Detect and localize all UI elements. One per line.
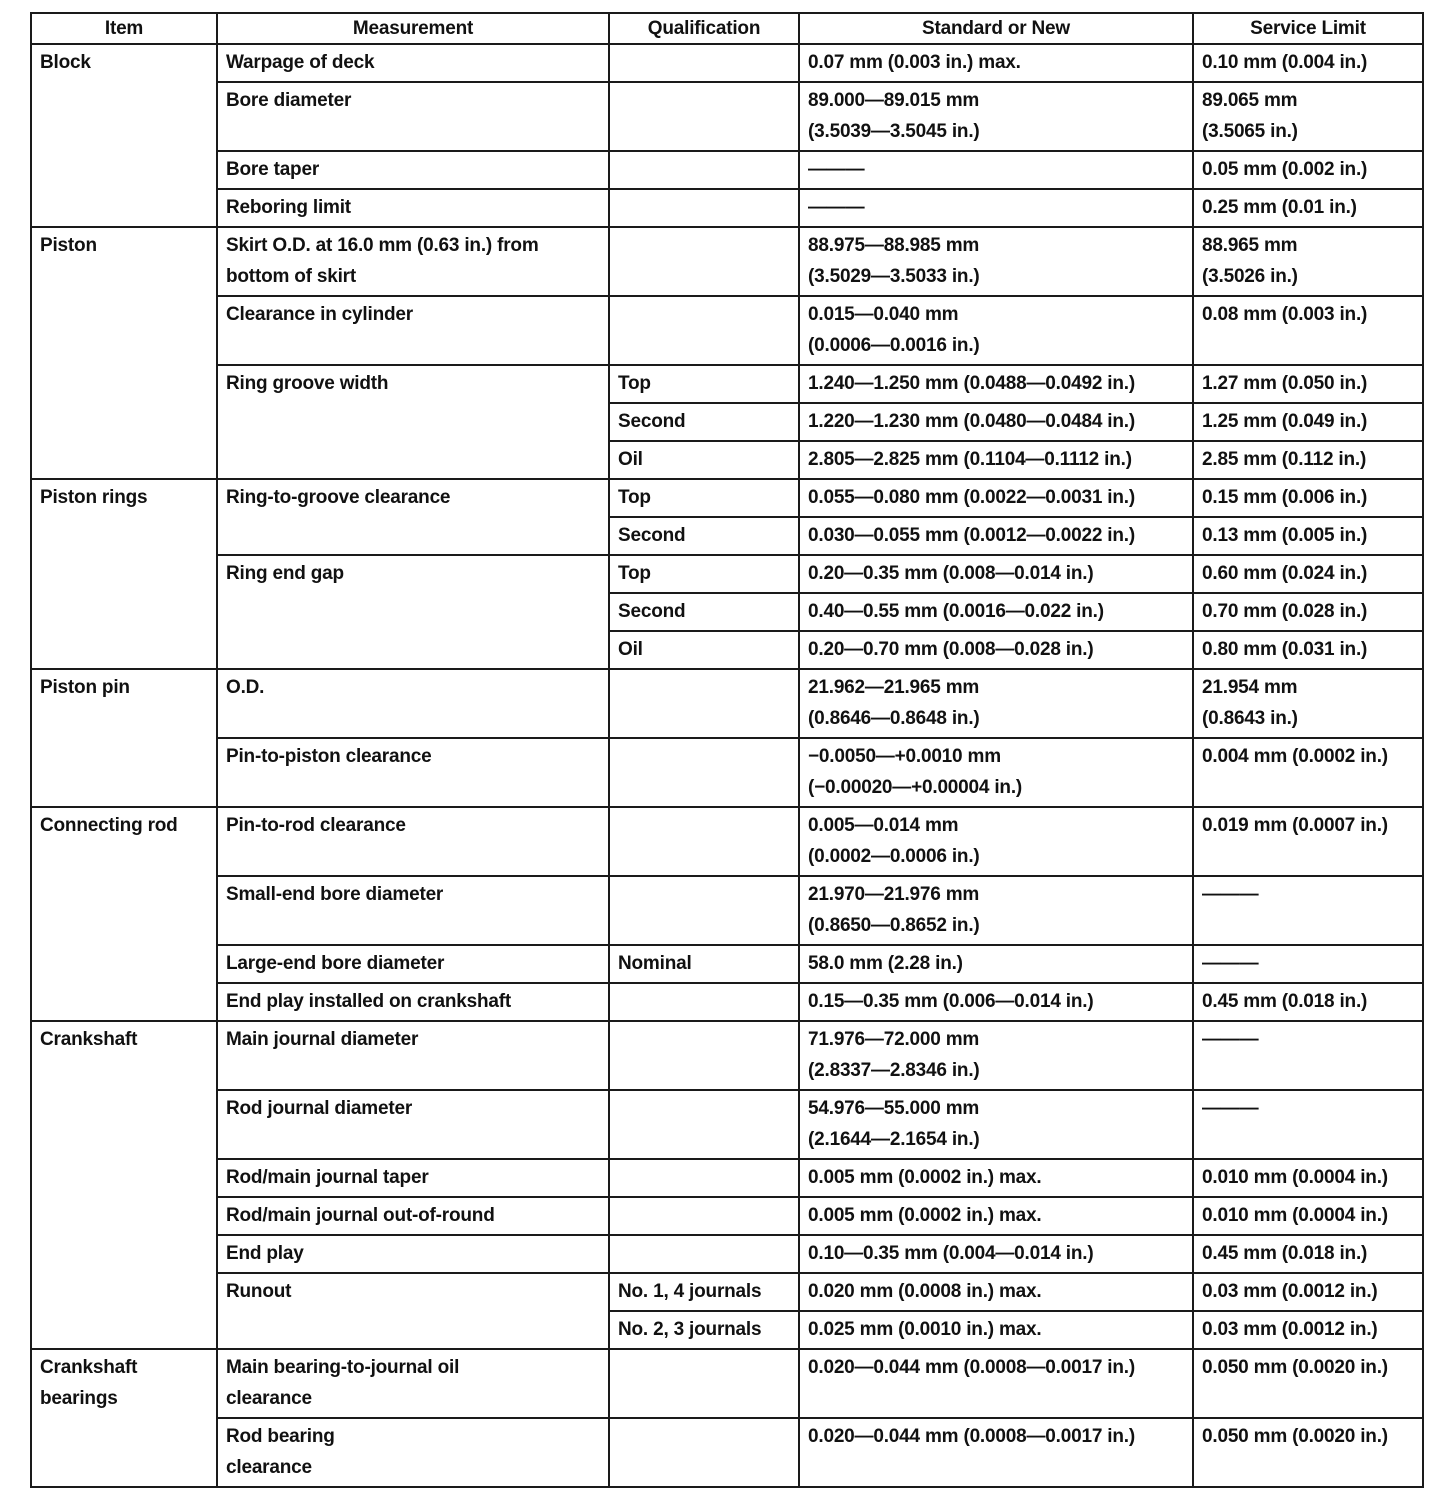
- measurement-text: clearance: [226, 1388, 312, 1409]
- qualification-cell: [609, 189, 799, 227]
- limit-cell: [1193, 669, 1423, 738]
- limit-cell: [1193, 1311, 1423, 1349]
- measurement-text: Ring end gap: [226, 563, 344, 584]
- qualification-cell: Second: [609, 593, 799, 631]
- table-row: [31, 189, 1423, 227]
- measurement-text: Small-end bore diameter: [226, 884, 444, 905]
- standard-text: 0.07 mm (0.003 in.) max.: [808, 52, 1021, 73]
- measurement-cell: [217, 1418, 609, 1487]
- measurement-cell: [217, 555, 609, 669]
- qualification-cell: [609, 807, 799, 876]
- standard-cell: [799, 227, 1193, 296]
- limit-cell: [1193, 1273, 1423, 1311]
- limit-cell: [1193, 1349, 1423, 1418]
- measurement-text: Ring-to-groove clearance: [226, 487, 451, 508]
- standard-text: 0.030—0.055 mm (0.0012—0.0022 in.): [808, 525, 1135, 546]
- limit-text: 0.45 mm (0.018 in.): [1202, 991, 1368, 1012]
- limit-text: 0.010 mm (0.0004 in.): [1202, 1205, 1388, 1226]
- qualification-cell: [609, 1090, 799, 1159]
- standard-text: 54.976—55.000 mm: [808, 1098, 980, 1119]
- measurement-cell: [217, 876, 609, 945]
- measurement-text: Rod/main journal out-of-round: [226, 1205, 495, 1226]
- limit-cell: [1193, 876, 1423, 945]
- table-row: [31, 1090, 1423, 1159]
- item-text: Crankshaft: [40, 1029, 138, 1050]
- limit-cell: [1193, 738, 1423, 807]
- qualification-cell: [609, 1197, 799, 1235]
- measurement-cell: [217, 1273, 609, 1349]
- qualification-cell: Oil: [609, 631, 799, 669]
- standard-cell: [799, 669, 1193, 738]
- standard-text: 0.10—0.35 mm (0.004—0.014 in.): [808, 1243, 1094, 1264]
- measurement-text: Reboring limit: [226, 197, 351, 218]
- table-row: [31, 227, 1423, 296]
- limit-cell: [1193, 807, 1423, 876]
- limit-dash: ———: [1202, 1029, 1259, 1050]
- standard-text: 0.020—0.044 mm (0.0008—0.0017 in.): [808, 1357, 1135, 1378]
- qualification-cell: [609, 1349, 799, 1418]
- standard-cell: [799, 517, 1193, 555]
- measurement-text: Main journal diameter: [226, 1029, 419, 1050]
- table-row: [31, 151, 1423, 189]
- table-row: [31, 669, 1423, 738]
- qualification-cell: Oil: [609, 441, 799, 479]
- standard-text: 71.976—72.000 mm: [808, 1029, 980, 1050]
- qualification-cell: [609, 296, 799, 365]
- table-row: [31, 1235, 1423, 1273]
- qualification-cell: [609, 738, 799, 807]
- header-standard: Standard or New: [799, 13, 1193, 44]
- measurement-text: Ring groove width: [226, 373, 389, 394]
- table-row: [31, 807, 1423, 876]
- standard-text: 0.40—0.55 mm (0.0016—0.022 in.): [808, 601, 1104, 622]
- qualification-cell: No. 2, 3 journals: [609, 1311, 799, 1349]
- standard-cell: [799, 593, 1193, 631]
- limit-cell: [1193, 945, 1423, 983]
- standard-text: (0.8650—0.8652 in.): [808, 915, 980, 936]
- table-row: [31, 1197, 1423, 1235]
- table-row: [31, 555, 1423, 593]
- table-row: [31, 365, 1423, 403]
- limit-cell: [1193, 479, 1423, 517]
- limit-text: 0.03 mm (0.0012 in.): [1202, 1319, 1378, 1340]
- limit-text: 0.25 mm (0.01 in.): [1202, 197, 1357, 218]
- limit-text: 1.27 mm (0.050 in.): [1202, 373, 1368, 394]
- standard-cell: [799, 1418, 1193, 1487]
- measurement-text: Large-end bore diameter: [226, 953, 445, 974]
- standard-text: (−0.00020—+0.00004 in.): [808, 777, 1023, 798]
- measurement-text: Warpage of deck: [226, 52, 375, 73]
- standard-cell: [799, 945, 1193, 983]
- table-row: [31, 44, 1423, 82]
- standard-cell: [799, 365, 1193, 403]
- qualification-cell: [609, 1159, 799, 1197]
- limit-cell: [1193, 296, 1423, 365]
- limit-dash: ———: [1202, 953, 1259, 974]
- limit-text: 0.10 mm (0.004 in.): [1202, 52, 1368, 73]
- qualification-cell: Top: [609, 479, 799, 517]
- measurement-text: Bore taper: [226, 159, 320, 180]
- limit-text: 0.45 mm (0.018 in.): [1202, 1243, 1368, 1264]
- header-qualification: Qualification: [609, 13, 799, 44]
- standard-text: (0.0006—0.0016 in.): [808, 335, 980, 356]
- item-cell: [31, 479, 217, 669]
- limit-cell: [1193, 983, 1423, 1021]
- measurement-text: Rod bearing: [226, 1426, 335, 1447]
- limit-text: 0.03 mm (0.0012 in.): [1202, 1281, 1378, 1302]
- table-row: [31, 983, 1423, 1021]
- limit-cell: [1193, 555, 1423, 593]
- limit-cell: [1193, 441, 1423, 479]
- standard-cell: [799, 1159, 1193, 1197]
- measurement-cell: [217, 1021, 609, 1090]
- standard-dash: ———: [808, 197, 865, 218]
- measurement-cell: [217, 669, 609, 738]
- standard-cell: [799, 1235, 1193, 1273]
- measurement-cell: [217, 1235, 609, 1273]
- standard-cell: [799, 876, 1193, 945]
- limit-text: (3.5065 in.): [1202, 121, 1298, 142]
- limit-text: 0.80 mm (0.031 in.): [1202, 639, 1368, 660]
- table-row: [31, 876, 1423, 945]
- qualification-cell: [609, 1418, 799, 1487]
- standard-cell: [799, 1197, 1193, 1235]
- standard-text: (0.8646—0.8648 in.): [808, 708, 980, 729]
- limit-cell: [1193, 593, 1423, 631]
- measurement-cell: [217, 1349, 609, 1418]
- qualification-cell: Second: [609, 403, 799, 441]
- limit-text: 88.965 mm: [1202, 235, 1298, 256]
- standard-text: 0.020 mm (0.0008 in.) max.: [808, 1281, 1042, 1302]
- table-row: [31, 296, 1423, 365]
- measurement-cell: [217, 365, 609, 479]
- measurement-cell: [217, 983, 609, 1021]
- qualification-cell: [609, 1235, 799, 1273]
- limit-text: 0.050 mm (0.0020 in.): [1202, 1357, 1388, 1378]
- standard-cell: [799, 983, 1193, 1021]
- table-row: [31, 945, 1423, 983]
- limit-dash: ———: [1202, 1098, 1259, 1119]
- qualification-cell: Second: [609, 517, 799, 555]
- item-cell: [31, 44, 217, 227]
- table-row: [31, 1418, 1423, 1487]
- measurement-text: clearance: [226, 1457, 312, 1478]
- item-cell: [31, 807, 217, 1021]
- measurement-text: bottom of skirt: [226, 266, 356, 287]
- standard-text: 0.005 mm (0.0002 in.) max.: [808, 1167, 1042, 1188]
- limit-dash: ———: [1202, 884, 1259, 905]
- qualification-cell: [609, 44, 799, 82]
- standard-cell: [799, 1273, 1193, 1311]
- standard-text: 0.20—0.70 mm (0.008—0.028 in.): [808, 639, 1094, 660]
- qualification-cell: [609, 1021, 799, 1090]
- limit-text: (0.8643 in.): [1202, 708, 1298, 729]
- item-text: Connecting rod: [40, 815, 178, 836]
- standard-text: 0.15—0.35 mm (0.006—0.014 in.): [808, 991, 1094, 1012]
- qualification-cell: [609, 983, 799, 1021]
- limit-cell: [1193, 1021, 1423, 1090]
- limit-cell: [1193, 44, 1423, 82]
- item-cell: [31, 227, 217, 479]
- limit-text: 0.05 mm (0.002 in.): [1202, 159, 1368, 180]
- standard-text: 0.025 mm (0.0010 in.) max.: [808, 1319, 1042, 1340]
- standard-text: 1.220—1.230 mm (0.0480—0.0484 in.): [808, 411, 1135, 432]
- specifications-table: [30, 12, 1424, 1488]
- header-row: [31, 13, 1423, 44]
- item-text: Crankshaft: [40, 1357, 138, 1378]
- measurement-text: Skirt O.D. at 16.0 mm (0.63 in.) from: [226, 235, 539, 256]
- table-row: [31, 479, 1423, 517]
- limit-cell: [1193, 189, 1423, 227]
- item-text: Piston rings: [40, 487, 148, 508]
- measurement-text: O.D.: [226, 677, 265, 698]
- limit-text: 0.019 mm (0.0007 in.): [1202, 815, 1388, 836]
- limit-cell: [1193, 517, 1423, 555]
- measurement-text: Pin-to-rod clearance: [226, 815, 406, 836]
- item-text: Block: [40, 52, 91, 73]
- qualification-cell: [609, 82, 799, 151]
- limit-cell: [1193, 227, 1423, 296]
- standard-cell: [799, 1090, 1193, 1159]
- limit-cell: [1193, 1235, 1423, 1273]
- limit-cell: [1193, 82, 1423, 151]
- standard-cell: [799, 631, 1193, 669]
- limit-text: 1.25 mm (0.049 in.): [1202, 411, 1368, 432]
- standard-cell: [799, 151, 1193, 189]
- limit-cell: [1193, 631, 1423, 669]
- standard-cell: [799, 555, 1193, 593]
- standard-dash: ———: [808, 159, 865, 180]
- table-row: [31, 1021, 1423, 1090]
- limit-cell: [1193, 1197, 1423, 1235]
- qualification-cell: [609, 227, 799, 296]
- limit-text: (3.5026 in.): [1202, 266, 1298, 287]
- limit-text: 0.13 mm (0.005 in.): [1202, 525, 1368, 546]
- limit-cell: [1193, 403, 1423, 441]
- standard-cell: [799, 738, 1193, 807]
- measurement-text: Rod journal diameter: [226, 1098, 413, 1119]
- standard-text: 0.20—0.35 mm (0.008—0.014 in.): [808, 563, 1094, 584]
- limit-text: 0.15 mm (0.006 in.): [1202, 487, 1368, 508]
- standard-cell: [799, 1349, 1193, 1418]
- measurement-cell: [217, 1159, 609, 1197]
- qualification-cell: No. 1, 4 journals: [609, 1273, 799, 1311]
- standard-cell: [799, 44, 1193, 82]
- item-cell: [31, 1021, 217, 1349]
- standard-text: 0.005—0.014 mm: [808, 815, 959, 836]
- limit-text: 0.08 mm (0.003 in.): [1202, 304, 1368, 325]
- standard-text: 0.020—0.044 mm (0.0008—0.0017 in.): [808, 1426, 1135, 1447]
- header-measurement: Measurement: [217, 13, 609, 44]
- measurement-cell: [217, 807, 609, 876]
- measurement-text: Clearance in cylinder: [226, 304, 413, 325]
- limit-cell: [1193, 1090, 1423, 1159]
- limit-text: 89.065 mm: [1202, 90, 1298, 111]
- standard-text: 2.805—2.825 mm (0.1104—0.1112 in.): [808, 449, 1132, 470]
- item-cell: [31, 1349, 217, 1487]
- standard-cell: [799, 82, 1193, 151]
- limit-text: 0.60 mm (0.024 in.): [1202, 563, 1368, 584]
- standard-text: 21.962—21.965 mm: [808, 677, 980, 698]
- standard-cell: [799, 296, 1193, 365]
- table-row: [31, 82, 1423, 151]
- qualification-cell: [609, 876, 799, 945]
- qualification-cell: Top: [609, 555, 799, 593]
- limit-text: 21.954 mm: [1202, 677, 1298, 698]
- item-text: bearings: [40, 1388, 118, 1409]
- table-row: [31, 1159, 1423, 1197]
- table-row: [31, 738, 1423, 807]
- measurement-text: Bore diameter: [226, 90, 352, 111]
- limit-cell: [1193, 365, 1423, 403]
- measurement-cell: [217, 738, 609, 807]
- limit-cell: [1193, 1418, 1423, 1487]
- measurement-cell: [217, 945, 609, 983]
- limit-text: 0.050 mm (0.0020 in.): [1202, 1426, 1388, 1447]
- measurement-cell: [217, 227, 609, 296]
- standard-text: 0.005 mm (0.0002 in.) max.: [808, 1205, 1042, 1226]
- measurement-cell: [217, 296, 609, 365]
- qualification-cell: Top: [609, 365, 799, 403]
- header-service-limit: Service Limit: [1193, 13, 1423, 44]
- standard-cell: [799, 1311, 1193, 1349]
- measurement-text: End play installed on crankshaft: [226, 991, 512, 1012]
- standard-text: −0.0050—+0.0010 mm: [808, 746, 1001, 767]
- item-text: Piston: [40, 235, 97, 256]
- limit-cell: [1193, 151, 1423, 189]
- measurement-cell: [217, 151, 609, 189]
- standard-text: 1.240—1.250 mm (0.0488—0.0492 in.): [808, 373, 1135, 394]
- standard-text: (0.0002—0.0006 in.): [808, 846, 980, 867]
- measurement-cell: [217, 1090, 609, 1159]
- header-item: Item: [31, 13, 217, 44]
- standard-text: 88.975—88.985 mm: [808, 235, 980, 256]
- limit-text: 0.004 mm (0.0002 in.): [1202, 746, 1388, 767]
- qualification-cell: Nominal: [609, 945, 799, 983]
- measurement-cell: [217, 479, 609, 555]
- standard-text: 58.0 mm (2.28 in.): [808, 953, 963, 974]
- qualification-cell: [609, 669, 799, 738]
- limit-text: 2.85 mm (0.112 in.): [1202, 449, 1367, 470]
- measurement-cell: [217, 82, 609, 151]
- limit-text: 0.70 mm (0.028 in.): [1202, 601, 1368, 622]
- standard-cell: [799, 807, 1193, 876]
- measurement-text: Rod/main journal taper: [226, 1167, 429, 1188]
- qualification-cell: [609, 151, 799, 189]
- item-cell: [31, 669, 217, 807]
- table-row: [31, 1349, 1423, 1418]
- measurement-cell: [217, 189, 609, 227]
- item-text: Piston pin: [40, 677, 130, 698]
- standard-text: 0.055—0.080 mm (0.0022—0.0031 in.): [808, 487, 1135, 508]
- standard-cell: [799, 441, 1193, 479]
- table-row: [31, 1273, 1423, 1311]
- measurement-cell: [217, 44, 609, 82]
- limit-text: 0.010 mm (0.0004 in.): [1202, 1167, 1388, 1188]
- standard-text: (2.1644—2.1654 in.): [808, 1129, 980, 1150]
- measurement-cell: [217, 1197, 609, 1235]
- standard-cell: [799, 189, 1193, 227]
- standard-text: 21.970—21.976 mm: [808, 884, 980, 905]
- limit-cell: [1193, 1159, 1423, 1197]
- standard-cell: [799, 479, 1193, 517]
- measurement-text: Pin-to-piston clearance: [226, 746, 432, 767]
- standard-text: 89.000—89.015 mm: [808, 90, 980, 111]
- measurement-text: Runout: [226, 1281, 292, 1302]
- measurement-text: End play: [226, 1243, 304, 1264]
- standard-cell: [799, 403, 1193, 441]
- standard-text: (3.5039—3.5045 in.): [808, 121, 980, 142]
- measurement-text: Main bearing-to-journal oil: [226, 1357, 460, 1378]
- standard-cell: [799, 1021, 1193, 1090]
- standard-text: (3.5029—3.5033 in.): [808, 266, 980, 287]
- standard-text: (2.8337—2.8346 in.): [808, 1060, 980, 1081]
- standard-text: 0.015—0.040 mm: [808, 304, 959, 325]
